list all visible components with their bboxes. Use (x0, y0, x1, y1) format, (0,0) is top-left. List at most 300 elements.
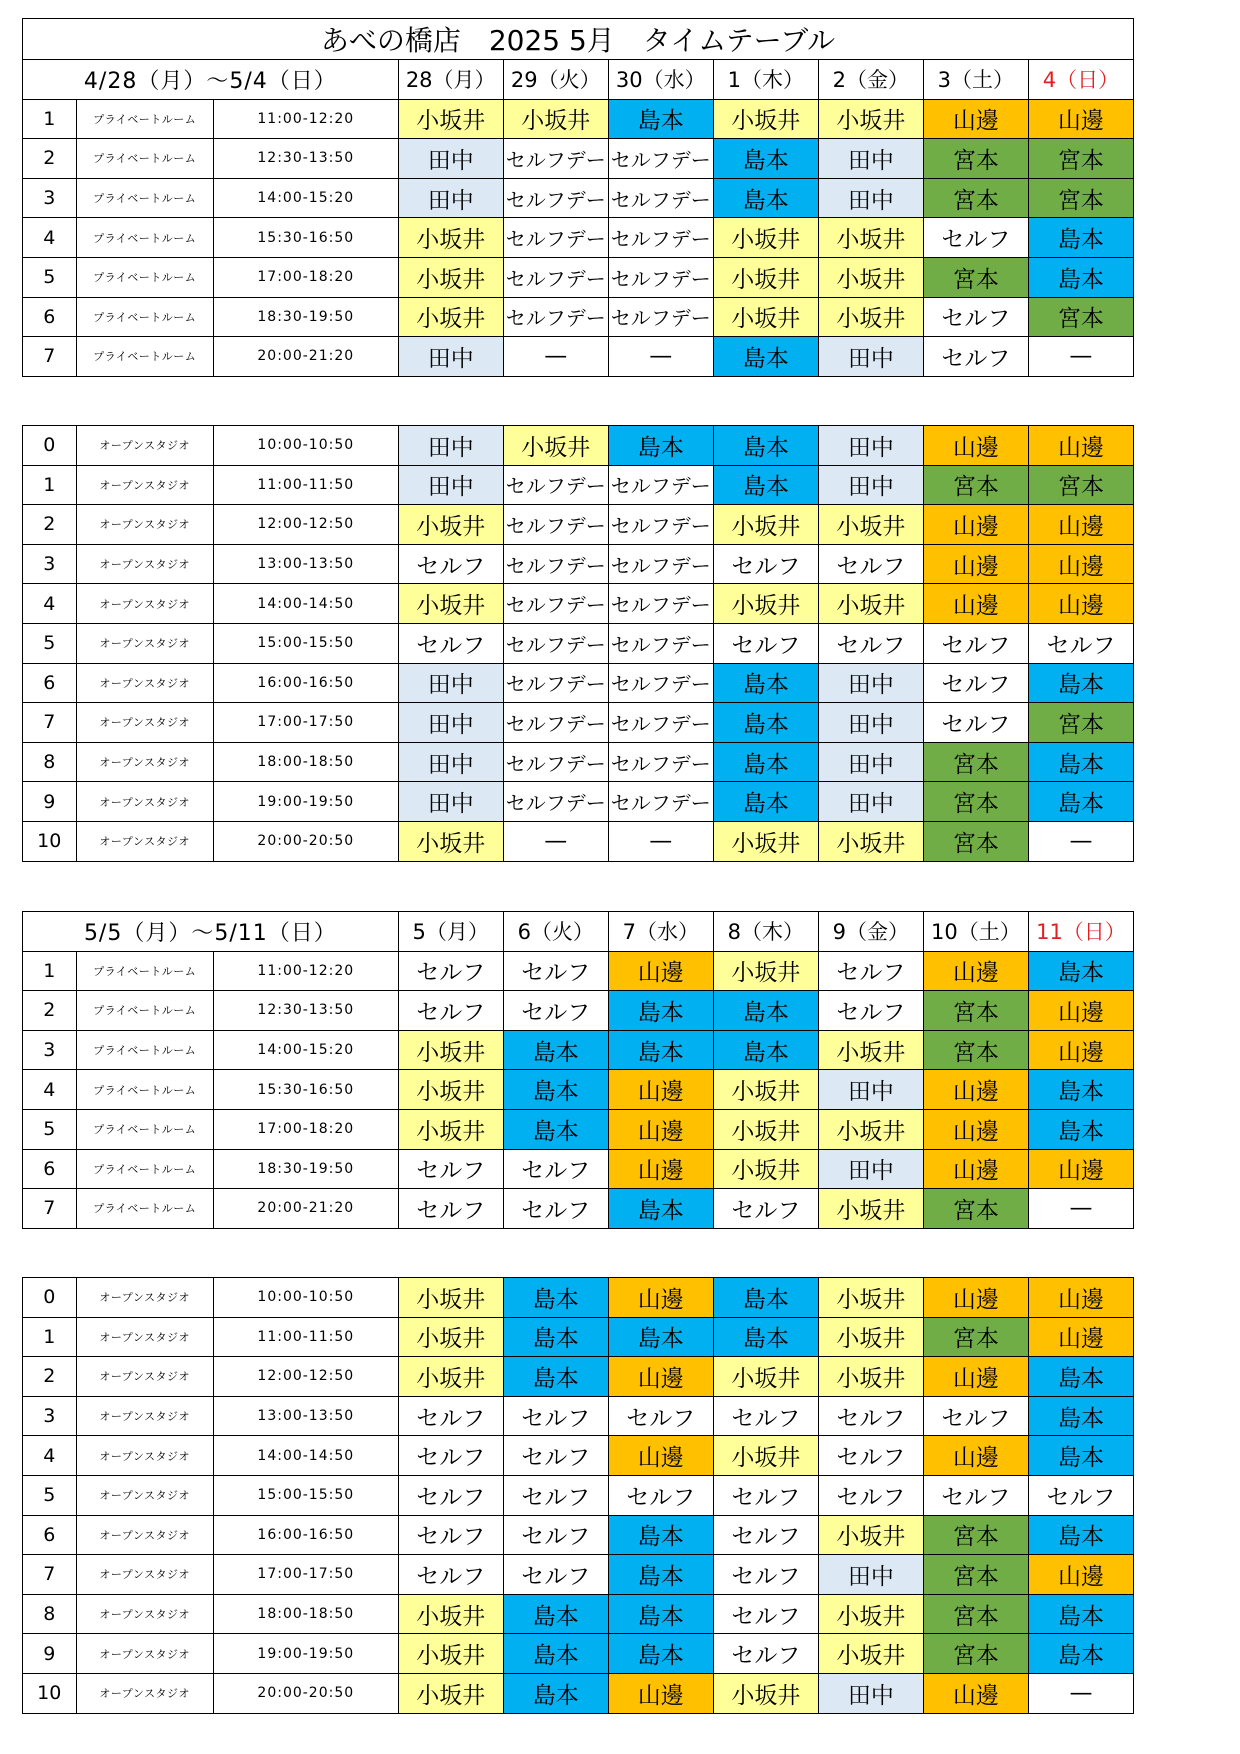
instructor-cell: セルフ (398, 1189, 503, 1229)
instructor-cell: 山邊 (1028, 991, 1133, 1031)
instructor-cell: セルフデー (608, 178, 713, 218)
schedule-row (23, 1555, 1134, 1595)
instructor-cell: セルフデー (503, 584, 608, 624)
day-header: 2（金） (818, 60, 923, 100)
time-slot: 12:00-12:50 (213, 505, 398, 545)
page-title: あべの橋店 2025 5月 タイムテーブル (23, 19, 1134, 60)
time-slot: 11:00-11:50 (213, 1317, 398, 1357)
instructor-cell: セルフデー (503, 297, 608, 337)
day-header: 29（火） (503, 60, 608, 100)
instructor-cell: 小坂井 (818, 1594, 923, 1634)
instructor-cell: 島本 (503, 1594, 608, 1634)
room-type: オープンスタジオ (76, 1396, 213, 1436)
slot-number: 4 (23, 218, 77, 258)
instructor-cell: 島本 (608, 1515, 713, 1555)
slot-number: 2 (23, 1357, 77, 1397)
slot-number: 6 (23, 1149, 77, 1189)
room-type: オープンスタジオ (76, 426, 213, 466)
room-type: オープンスタジオ (76, 1357, 213, 1397)
instructor-cell: 山邊 (923, 1357, 1028, 1397)
instructor-cell: — (1028, 1673, 1133, 1713)
instructor-cell: 山邊 (923, 951, 1028, 991)
instructor-cell: セルフデー (503, 703, 608, 743)
instructor-cell: 島本 (1028, 742, 1133, 782)
instructor-cell: 田中 (398, 426, 503, 466)
instructor-cell: 島本 (503, 1634, 608, 1674)
instructor-cell: 田中 (398, 663, 503, 703)
room-type: プライベートルーム (76, 1070, 213, 1110)
instructor-cell: 小坂井 (713, 257, 818, 297)
room-type: プライベートルーム (76, 1149, 213, 1189)
slot-number: 5 (23, 623, 77, 663)
time-slot: 14:00-15:20 (213, 178, 398, 218)
slot-number: 3 (23, 178, 77, 218)
instructor-cell: 島本 (608, 1555, 713, 1595)
room-type: プライベートルーム (76, 337, 213, 377)
instructor-cell: 山邊 (923, 1070, 1028, 1110)
instructor-cell: 田中 (818, 178, 923, 218)
room-type: プライベートルーム (76, 951, 213, 991)
instructor-cell: セルフ (923, 1475, 1028, 1515)
instructor-cell: セルフデー (503, 218, 608, 258)
instructor-cell: 島本 (1028, 951, 1133, 991)
time-slot: 12:30-13:50 (213, 139, 398, 179)
day-header: 8（木） (713, 912, 818, 952)
time-slot: 12:00-12:50 (213, 1357, 398, 1397)
instructor-cell: 宮本 (923, 742, 1028, 782)
instructor-cell: 島本 (608, 991, 713, 1031)
instructor-cell: 小坂井 (818, 257, 923, 297)
schedule-row (23, 1070, 1134, 1110)
time-slot: 11:00-11:50 (213, 465, 398, 505)
time-slot: 15:00-15:50 (213, 623, 398, 663)
instructor-cell: 田中 (818, 703, 923, 743)
instructor-cell: セルフデー (608, 218, 713, 258)
room-type: オープンスタジオ (76, 465, 213, 505)
week1-private-table (22, 18, 1134, 377)
schedule-row (23, 991, 1134, 1031)
schedule-row (23, 297, 1134, 337)
instructor-cell: 田中 (818, 742, 923, 782)
instructor-cell: 小坂井 (818, 821, 923, 861)
instructor-cell: 田中 (818, 465, 923, 505)
instructor-cell: 島本 (608, 1634, 713, 1674)
instructor-cell: セルフデー (608, 782, 713, 822)
room-type: プライベートルーム (76, 139, 213, 179)
instructor-cell: 島本 (1028, 1515, 1133, 1555)
time-slot: 12:30-13:50 (213, 991, 398, 1031)
instructor-cell: 山邊 (1028, 99, 1133, 139)
instructor-cell: セルフ (818, 1436, 923, 1476)
instructor-cell: 小坂井 (398, 1673, 503, 1713)
room-type: オープンスタジオ (76, 505, 213, 545)
instructor-cell: 島本 (1028, 1634, 1133, 1674)
time-slot: 20:00-20:50 (213, 821, 398, 861)
time-slot: 15:30-16:50 (213, 1070, 398, 1110)
slot-number: 8 (23, 1594, 77, 1634)
instructor-cell: 山邊 (923, 1673, 1028, 1713)
instructor-cell: 小坂井 (818, 505, 923, 545)
schedule-row (23, 257, 1134, 297)
instructor-cell: 島本 (1028, 218, 1133, 258)
instructor-cell: 山邊 (923, 505, 1028, 545)
instructor-cell: 山邊 (923, 99, 1028, 139)
instructor-cell: 田中 (398, 178, 503, 218)
instructor-cell: セルフ (503, 1515, 608, 1555)
instructor-cell: 小坂井 (713, 821, 818, 861)
instructor-cell: 宮本 (923, 139, 1028, 179)
instructor-cell: 小坂井 (398, 1030, 503, 1070)
instructor-cell: 小坂井 (818, 1634, 923, 1674)
instructor-cell: セルフ (503, 1436, 608, 1476)
instructor-cell: セルフ (398, 1396, 503, 1436)
instructor-cell: 小坂井 (818, 99, 923, 139)
room-type: オープンスタジオ (76, 1555, 213, 1595)
day-header: 11（日） (1028, 912, 1133, 952)
day-header: 4（日） (1028, 60, 1133, 100)
instructor-cell: 小坂井 (713, 1149, 818, 1189)
instructor-cell: 山邊 (923, 1109, 1028, 1149)
instructor-cell: セルフ (713, 1515, 818, 1555)
instructor-cell: 島本 (713, 1317, 818, 1357)
instructor-cell: 宮本 (923, 465, 1028, 505)
room-type: オープンスタジオ (76, 544, 213, 584)
instructor-cell: 小坂井 (818, 1357, 923, 1397)
instructor-cell: 島本 (713, 337, 818, 377)
time-slot: 15:00-15:50 (213, 1475, 398, 1515)
instructor-cell: セルフ (608, 1396, 713, 1436)
instructor-cell: 田中 (398, 337, 503, 377)
instructor-cell: 小坂井 (398, 297, 503, 337)
instructor-cell: 山邊 (608, 1436, 713, 1476)
time-slot: 19:00-19:50 (213, 782, 398, 822)
slot-number: 1 (23, 465, 77, 505)
instructor-cell: 宮本 (923, 1189, 1028, 1229)
instructor-cell: セルフ (503, 1396, 608, 1436)
instructor-cell: セルフ (818, 951, 923, 991)
time-slot: 18:00-18:50 (213, 1594, 398, 1634)
day-header: 1（木） (713, 60, 818, 100)
slot-number: 2 (23, 505, 77, 545)
instructor-cell: 田中 (818, 1673, 923, 1713)
instructor-cell: 田中 (398, 703, 503, 743)
instructor-cell: 小坂井 (818, 218, 923, 258)
instructor-cell: 宮本 (923, 991, 1028, 1031)
title-row (23, 19, 1134, 60)
time-slot: 16:00-16:50 (213, 663, 398, 703)
schedule-row (23, 1673, 1134, 1713)
room-type: プライベートルーム (76, 1189, 213, 1229)
instructor-cell: 宮本 (1028, 703, 1133, 743)
instructor-cell: セルフデー (608, 139, 713, 179)
instructor-cell: セルフデー (503, 544, 608, 584)
slot-number: 7 (23, 703, 77, 743)
room-type: オープンスタジオ (76, 821, 213, 861)
instructor-cell: 島本 (713, 663, 818, 703)
instructor-cell: セルフ (923, 297, 1028, 337)
schedule-row (23, 1149, 1134, 1189)
instructor-cell: セルフ (398, 544, 503, 584)
slot-number: 3 (23, 1030, 77, 1070)
instructor-cell: セルフ (713, 1475, 818, 1515)
instructor-cell: セルフデー (503, 257, 608, 297)
instructor-cell: 田中 (398, 782, 503, 822)
instructor-cell: 小坂井 (713, 505, 818, 545)
instructor-cell: 小坂井 (713, 297, 818, 337)
instructor-cell: 島本 (713, 139, 818, 179)
instructor-cell: セルフデー (503, 663, 608, 703)
instructor-cell: 宮本 (923, 1317, 1028, 1357)
instructor-cell: セルフ (398, 1475, 503, 1515)
instructor-cell: 小坂井 (398, 1317, 503, 1357)
instructor-cell: — (1028, 821, 1133, 861)
instructor-cell: セルフ (818, 1475, 923, 1515)
room-type: オープンスタジオ (76, 1475, 213, 1515)
room-type: オープンスタジオ (76, 1436, 213, 1476)
instructor-cell: 山邊 (923, 544, 1028, 584)
instructor-cell: 山邊 (923, 1149, 1028, 1189)
schedule-row (23, 623, 1134, 663)
schedule-row (23, 1278, 1134, 1318)
instructor-cell: 山邊 (923, 1436, 1028, 1476)
schedule-row (23, 951, 1134, 991)
instructor-cell: 小坂井 (398, 1594, 503, 1634)
schedule-row (23, 1594, 1134, 1634)
instructor-cell: 田中 (398, 742, 503, 782)
room-type: プライベートルーム (76, 218, 213, 258)
slot-number: 6 (23, 1515, 77, 1555)
schedule-row (23, 99, 1134, 139)
instructor-cell: 田中 (818, 1149, 923, 1189)
instructor-cell: 宮本 (923, 178, 1028, 218)
day-header: 30（水） (608, 60, 713, 100)
instructor-cell: セルフ (608, 1475, 713, 1515)
instructor-cell: セルフデー (608, 544, 713, 584)
instructor-cell: 宮本 (923, 1030, 1028, 1070)
instructor-cell: 宮本 (1028, 178, 1133, 218)
instructor-cell: 山邊 (1028, 1149, 1133, 1189)
instructor-cell: 島本 (608, 1317, 713, 1357)
instructor-cell: 島本 (503, 1317, 608, 1357)
instructor-cell: 小坂井 (503, 99, 608, 139)
instructor-cell: 山邊 (1028, 1317, 1133, 1357)
instructor-cell: 田中 (818, 426, 923, 466)
slot-number: 5 (23, 1109, 77, 1149)
instructor-cell: セルフデー (608, 505, 713, 545)
instructor-cell: セルフ (923, 1396, 1028, 1436)
instructor-cell: セルフ (503, 1475, 608, 1515)
instructor-cell: 小坂井 (713, 1673, 818, 1713)
instructor-cell: 田中 (398, 465, 503, 505)
schedule-row (23, 1475, 1134, 1515)
instructor-cell: — (608, 337, 713, 377)
slot-number: 7 (23, 337, 77, 377)
week1-open-table (22, 425, 1134, 862)
instructor-cell: セルフデー (608, 703, 713, 743)
room-type: オープンスタジオ (76, 703, 213, 743)
instructor-cell: 小坂井 (713, 218, 818, 258)
instructor-cell: セルフデー (608, 465, 713, 505)
instructor-cell: セルフ (398, 951, 503, 991)
schedule-row (23, 703, 1134, 743)
instructor-cell: 島本 (1028, 1357, 1133, 1397)
time-slot: 17:00-17:50 (213, 1555, 398, 1595)
instructor-cell: — (1028, 337, 1133, 377)
schedule-row (23, 218, 1134, 258)
week2-open-table (22, 1277, 1134, 1714)
instructor-cell: 島本 (1028, 1594, 1133, 1634)
instructor-cell: セルフ (713, 1189, 818, 1229)
instructor-cell: 小坂井 (503, 426, 608, 466)
instructor-cell: 島本 (713, 465, 818, 505)
instructor-cell: セルフ (818, 623, 923, 663)
room-type: プライベートルーム (76, 1030, 213, 1070)
day-header: 3（土） (923, 60, 1028, 100)
instructor-cell: セルフデー (503, 178, 608, 218)
schedule-row (23, 505, 1134, 545)
room-type: オープンスタジオ (76, 1515, 213, 1555)
instructor-cell: 島本 (608, 1030, 713, 1070)
time-slot: 20:00-20:50 (213, 1673, 398, 1713)
instructor-cell: 宮本 (923, 1594, 1028, 1634)
time-slot: 18:00-18:50 (213, 742, 398, 782)
instructor-cell: 山邊 (1028, 426, 1133, 466)
instructor-cell: 小坂井 (398, 1357, 503, 1397)
day-header: 9（金） (818, 912, 923, 952)
instructor-cell: 宮本 (923, 1634, 1028, 1674)
slot-number: 2 (23, 991, 77, 1031)
instructor-cell: セルフデー (503, 782, 608, 822)
time-slot: 16:00-16:50 (213, 1515, 398, 1555)
time-slot: 10:00-10:50 (213, 1278, 398, 1318)
instructor-cell: 山邊 (1028, 1555, 1133, 1595)
instructor-cell: 田中 (818, 663, 923, 703)
slot-number: 1 (23, 951, 77, 991)
slot-number: 4 (23, 1436, 77, 1476)
instructor-cell: セルフ (818, 991, 923, 1031)
instructor-cell: 山邊 (608, 1109, 713, 1149)
instructor-cell: セルフ (923, 703, 1028, 743)
instructor-cell: 山邊 (608, 951, 713, 991)
instructor-cell: セルフ (923, 663, 1028, 703)
instructor-cell: 島本 (713, 178, 818, 218)
week-range: 4/28（月）～5/4（日） (23, 60, 399, 100)
slot-number: 0 (23, 1278, 77, 1318)
instructor-cell: 小坂井 (818, 1317, 923, 1357)
instructor-cell: 宮本 (923, 782, 1028, 822)
day-header: 10（土） (923, 912, 1028, 952)
schedule-row (23, 426, 1134, 466)
time-slot: 13:00-13:50 (213, 1396, 398, 1436)
instructor-cell: 宮本 (923, 821, 1028, 861)
instructor-cell: セルフデー (608, 663, 713, 703)
instructor-cell: 宮本 (923, 257, 1028, 297)
schedule-row (23, 821, 1134, 861)
instructor-cell: 小坂井 (398, 1070, 503, 1110)
instructor-cell: 山邊 (608, 1070, 713, 1110)
instructor-cell: 島本 (1028, 1396, 1133, 1436)
instructor-cell: 島本 (608, 426, 713, 466)
instructor-cell: — (608, 821, 713, 861)
room-type: オープンスタジオ (76, 1673, 213, 1713)
time-slot: 18:30-19:50 (213, 1149, 398, 1189)
schedule-row (23, 1515, 1134, 1555)
instructor-cell: セルフ (503, 951, 608, 991)
instructor-cell: セルフ (503, 1555, 608, 1595)
instructor-cell: 田中 (818, 1555, 923, 1595)
instructor-cell: 小坂井 (398, 1278, 503, 1318)
instructor-cell: 小坂井 (818, 1278, 923, 1318)
slot-number: 9 (23, 782, 77, 822)
instructor-cell: 島本 (503, 1357, 608, 1397)
instructor-cell: 小坂井 (398, 584, 503, 624)
schedule-row (23, 337, 1134, 377)
instructor-cell: 山邊 (1028, 1030, 1133, 1070)
room-type: プライベートルーム (76, 178, 213, 218)
time-slot: 10:00-10:50 (213, 426, 398, 466)
schedule-row (23, 742, 1134, 782)
schedule-row (23, 465, 1134, 505)
schedule-row (23, 1189, 1134, 1229)
time-slot: 13:00-13:50 (213, 544, 398, 584)
instructor-cell: セルフ (398, 991, 503, 1031)
instructor-cell: セルフデー (608, 297, 713, 337)
instructor-cell: 島本 (503, 1278, 608, 1318)
instructor-cell: 小坂井 (818, 1109, 923, 1149)
instructor-cell: セルフ (503, 1149, 608, 1189)
time-slot: 17:00-17:50 (213, 703, 398, 743)
instructor-cell: セルフ (1028, 1475, 1133, 1515)
instructor-cell: セルフ (713, 1634, 818, 1674)
instructor-cell: 島本 (713, 703, 818, 743)
instructor-cell: セルフデー (503, 623, 608, 663)
instructor-cell: 島本 (1028, 257, 1133, 297)
instructor-cell: セルフデー (503, 139, 608, 179)
instructor-cell: 小坂井 (713, 1357, 818, 1397)
instructor-cell: 山邊 (608, 1673, 713, 1713)
instructor-cell: 山邊 (608, 1278, 713, 1318)
instructor-cell: 小坂井 (818, 584, 923, 624)
instructor-cell: セルフ (398, 1149, 503, 1189)
slot-number: 10 (23, 821, 77, 861)
instructor-cell: 島本 (503, 1673, 608, 1713)
instructor-cell: セルフデー (503, 505, 608, 545)
room-type: プライベートルーム (76, 297, 213, 337)
time-slot: 14:00-15:20 (213, 1030, 398, 1070)
instructor-cell: 山邊 (923, 584, 1028, 624)
time-slot: 19:00-19:50 (213, 1634, 398, 1674)
instructor-cell: 小坂井 (398, 218, 503, 258)
time-slot: 11:00-12:20 (213, 951, 398, 991)
schedule-row (23, 663, 1134, 703)
instructor-cell: セルフ (923, 218, 1028, 258)
day-header: 5（月） (398, 912, 503, 952)
instructor-cell: — (503, 337, 608, 377)
instructor-cell: 小坂井 (398, 1109, 503, 1149)
instructor-cell: 島本 (1028, 782, 1133, 822)
slot-number: 3 (23, 544, 77, 584)
instructor-cell: 宮本 (923, 1555, 1028, 1595)
instructor-cell: 小坂井 (398, 821, 503, 861)
room-type: プライベートルーム (76, 1109, 213, 1149)
schedule-row (23, 139, 1134, 179)
instructor-cell: セルフデー (608, 623, 713, 663)
instructor-cell: 山邊 (923, 426, 1028, 466)
room-type: オープンスタジオ (76, 1278, 213, 1318)
schedule-row (23, 1109, 1134, 1149)
instructor-cell: 島本 (503, 1109, 608, 1149)
instructor-cell: 宮本 (1028, 465, 1133, 505)
